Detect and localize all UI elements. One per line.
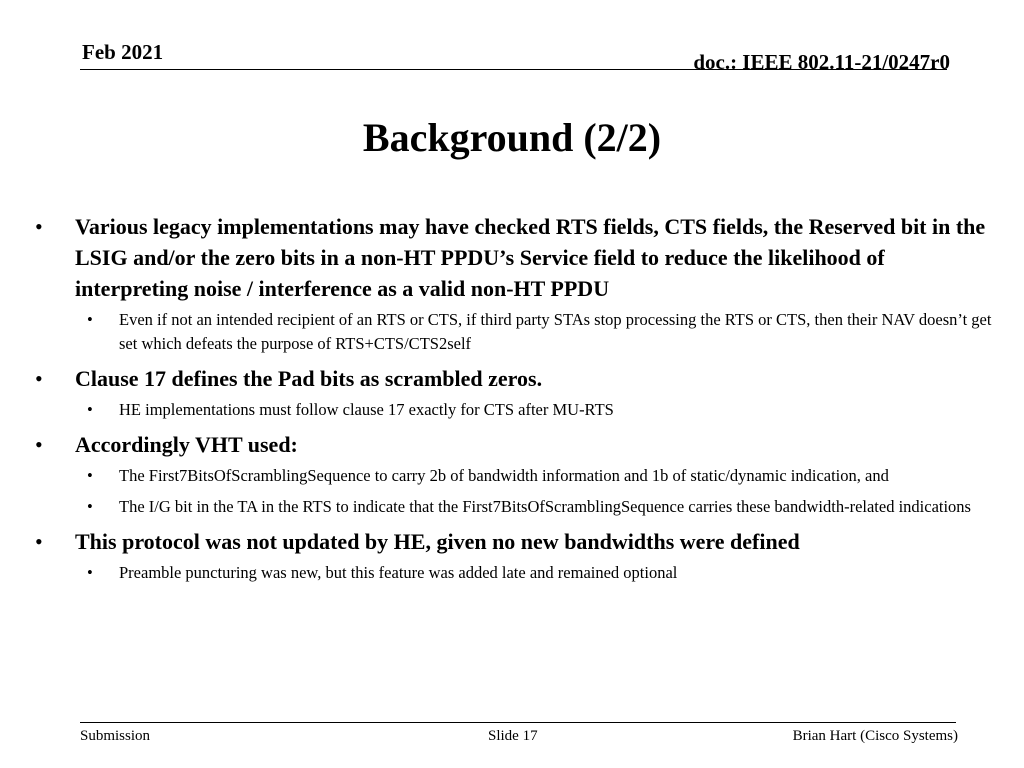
bullet-icon: • xyxy=(87,563,93,582)
bullet-icon: • xyxy=(87,400,93,419)
footer-slide-number: Slide 17 xyxy=(488,728,538,744)
bullet-icon: • xyxy=(35,214,43,239)
bullet-text: Accordingly VHT used: xyxy=(75,432,298,457)
sub-bullet-item xyxy=(35,464,1003,488)
sub-bullet-text: HE implementations must follow clause 17 exactly for CTS after MU-RTS xyxy=(119,400,614,419)
bullet-item xyxy=(35,363,1003,394)
sub-bullet-item xyxy=(35,495,1003,519)
bullet-icon: • xyxy=(87,310,93,329)
footer-submission: Submission xyxy=(80,728,151,744)
sub-bullet-text: The I/G bit in the TA in the RTS to indicate that the First7BitsOfScramblingSequence carries these bandwidth-related indications xyxy=(119,497,971,516)
sub-bullet-text: Preamble puncturing was new, but this feature was added late and remained optional xyxy=(119,563,678,582)
bullet-item xyxy=(35,526,1003,557)
footer-divider xyxy=(80,722,956,723)
sub-bullet-item xyxy=(35,398,1003,422)
bullet-icon: • xyxy=(87,497,93,516)
bullet-text: This protocol was not updated by HE, given no new bandwidths were defined xyxy=(75,529,800,554)
bullet-item xyxy=(35,211,1003,304)
sub-bullet-item xyxy=(35,308,1003,356)
bullet-icon: • xyxy=(87,466,93,485)
slide-body xyxy=(35,211,1003,592)
header-doc-id: doc.: IEEE 802.11-21/0247r0 xyxy=(693,50,950,74)
footer-author: Brian Hart (Cisco Systems) xyxy=(792,728,958,744)
sub-bullet-item xyxy=(35,561,1003,585)
bullet-item xyxy=(35,429,1003,460)
bullet-text: Clause 17 defines the Pad bits as scrambled zeros. xyxy=(75,366,543,391)
bullet-text: Various legacy implementations may have checked RTS fields, CTS fields, the Reserved bit in the LSIG and/or the zero bits in a non-HT PPDU’s Service field to reduce the likelihood of interpreting noise / interference as a valid non-HT PPDU xyxy=(75,214,986,301)
bullet-icon: • xyxy=(35,432,43,457)
header-divider xyxy=(80,69,947,70)
slide-title: Background (2/2) xyxy=(362,115,662,160)
header-date: Feb 2021 xyxy=(82,40,164,64)
bullet-icon: • xyxy=(35,366,43,391)
sub-bullet-text: The First7BitsOfScramblingSequence to carry 2b of bandwidth information and 1b of static/dynamic indication, and xyxy=(119,466,889,485)
bullet-icon: • xyxy=(35,529,43,554)
sub-bullet-text: Even if not an intended recipient of an RTS or CTS, if third party STAs stop processing the RTS or CTS, then their NAV doesn’t get set which defeats the purpose of RTS+CTS/CTS2self xyxy=(119,310,992,353)
